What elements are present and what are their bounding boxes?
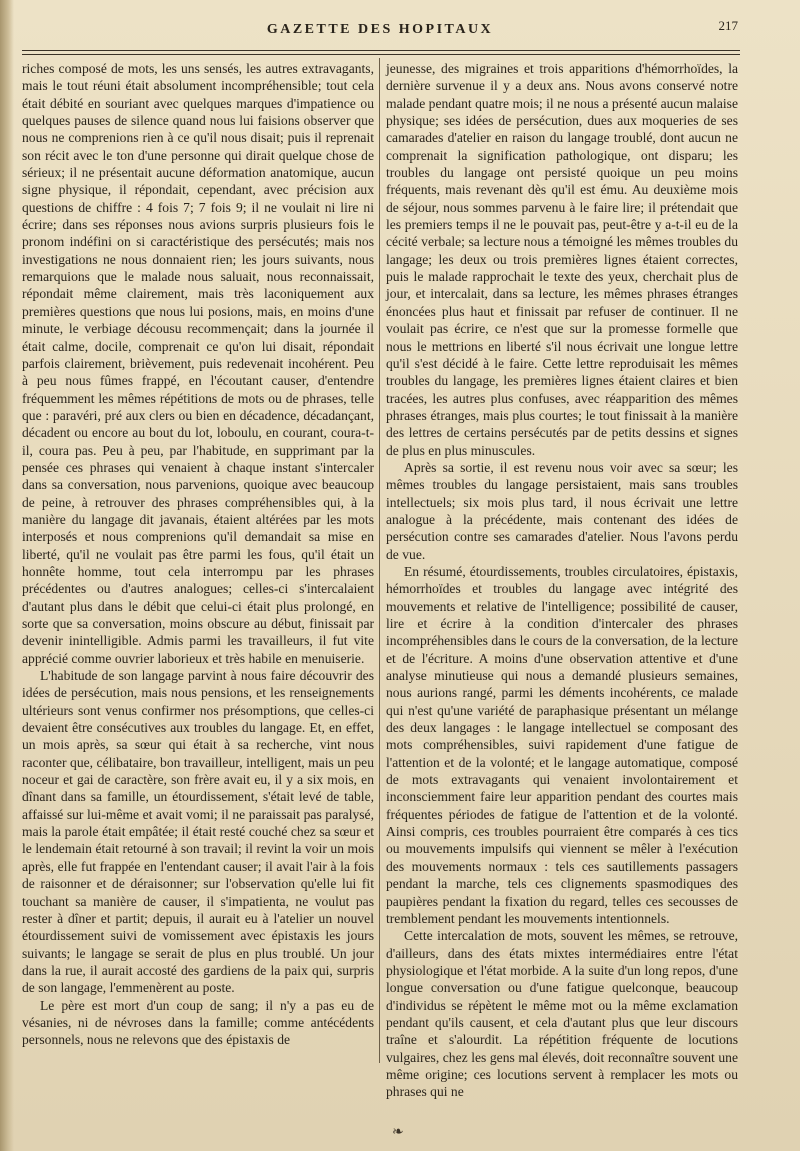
left-column: [22, 60, 374, 1070]
binding-shadow: [0, 0, 14, 1151]
right-paragraph-2: Après sa sortie, il est revenu nous voir avec sa sœur; les mêmes troubles du langage persistaient, mais sans troubles intellectuels; six mois plus tard, il nous écrivait une lettre analogue à la précédente, mais contenant des idées de persécution contre ses camarades d'atelier. Nous l'avons perdu de vue.: [386, 459, 738, 562]
left-paragraph-2: L'habitude de son langage parvint à nous faire découvrir des idées de persécution, mais nous pensions, et les renseignements ultérieurs sont venus confirmer nos présomptions, que celles-ci devaient être consécutives aux troubles du langage. Et, en effet, un mois après, sa sœur qui était à sa recherche, vint nous raconter que, célibataire, bon travailleur, intelligent, mais un peu noceur et gai de caractère, son frère avait eu, il y a six mois, en dînant dans sa famille, un étourdissement, s'était levé de table, affaissé sur lui-même et avait vomi; il ne paraissait pas paralysé, mais la parole était empâtée; il était resté couché chez sa sœur et le lendemain était retourné à son travail; il revint la voir un mois après, elle fut frappée en l'entendant causer; il avait l'air à la fois de raisonner et de déraisonner; sur l'observation qu'elle lui fit touchant sa manière de causer, il s'impatienta, ne voulut pas rester à dîner et partit; depuis, il aurait eu à l'atelier un nouvel étourdissement suivi de vomissement avec épistaxis les jours suivants; le langage se serait de plus en plus troublé. Un jour dans la rue, il aurait accosté des gardiens de la paix qui, surpris de son langage, l'emmenèrent au poste.: [22, 668, 374, 996]
column-divider: [379, 58, 380, 1063]
journal-title: GAZETTE DES HOPITAUX: [266, 22, 494, 37]
right-column: [386, 60, 738, 1100]
page-number: 217: [718, 18, 738, 33]
page-header: [22, 18, 738, 48]
left-paragraph-1: riches composé de mots, les uns sensés, les autres extravagants, mais le tout réuni était absolument incompréhensible; tout cela était débité en souriant avec quelques marques d'impatience ou quelques pauses de silence quand nous lui faisions observer que nous ne comprenions rien à ce qu'il nous disait; puis il reprenait son récit avec le ton d'une personne qui dirait quelque chose de sérieux; il ne présentait aucune déformation anatomique, aucun signe physique, il répondait, cependant, avec précision aux questions de chiffre : 4 fois 7; 7 fois 9; il ne voulait ni lire ni écrire; dans ses réponses nous avions surpris plusieurs fois le pronom indéfini on si caractéristique des persécutés; mais nos investigations ne nous donnaient rien; les jours suivants, nous remarquions que le malade nous saluait, nous reconnaissait, répondait même clairement, mais très laconiquement aux premières questions que nous lui posions, mais, en moins d'une minute, le verbiage décousu recommençait; dans la journée il était calme, docile, comprenait ce qu'on lui disait, répondait parfois clairement, brièvement, puis redevenait incohérent. Peu à peu nous fûmes frappé, en l'écoutant causer, d'entendre fréquemment les mêmes répétitions de mots ou de phrases, telle que : paravéri, pré aux clers ou bien en décadence, décadançant, décadent ou encore au bout du lot, loboulu, en courant, coura-t-il, coura pas. Peu à peu, par l'habitude, en supprimant par la pensée ces phrases qui venaient à chaque instant s'intercaler dans sa conversation, nous parvenions, quoique avec beaucoup de peine, à retrouver des phrases compréhensibles qui, à la manière du langage dit javanais, étaient altérées par les mots interposés et nous comprenions qu'il demandait sa mise en liberté, qu'il ne voulait pas être parmi les fous, qu'il était un honnête homme, tout cela interrompu par les phrases précédentes ou d'autres analogues; celles-ci s'intercalaient d'autant plus dans le débit que celui-ci était plus prolongé, en sorte que sa conversation, moins obscure au début, finissait par devenir inintelligible. Admis parmi les travailleurs, il fut vite apprécié comme ouvrier laborieux et très habile en menuiserie.: [22, 61, 374, 666]
right-paragraph-3: En résumé, étourdissements, troubles circulatoires, épistaxis, hémorrhoïdes et troubles du langage avec intégrité des mouvements et relative de l'intelligence; possibilité de causer, lire et écrire à la condition d'intercaler des phrases incompréhensibles dans le cours de la conversation, de la lecture et de l'écriture. A moins d'une observation attentive et d'une analyse minutieuse qui nous a demandé plusieurs semaines, nous aurions rangé, parmi les déments incohérents, ce malade qui n'est qu'une variété de paraphasique présentant un mélange des deux langages : le langage intellectuel se composant des mots compréhensibles, suivi rapidement d'une fatigue de l'attention et de la volonté; et le langage automatique, composé de mots extravagants qui venaient involontairement et inconsciemment faire leur apparition pendant des courtes mais fréquentes périodes de fatigue de l'attention et de la volonté. Ainsi compris, ces troubles pourraient être comparés à ces tics ou mouvements impulsifs qui viennent se mêler à l'exécution des mouvements normaux : tels ces sautillements passagers pendant la marche, tels ces clignements spasmodiques des paupières pendant la fixation du regard, telles ces secousses de tremblement pendant les mouvements intentionnels.: [386, 563, 738, 926]
left-paragraph-3: Le père est mort d'un coup de sang; il n'y a pas eu de vésanies, ni de névroses dans la famille; comme antécédents personnels, nous ne relevons que des épistaxis de: [22, 997, 374, 1048]
right-paragraph-4: Cette intercalation de mots, souvent les mêmes, se retrouve, d'ailleurs, dans des états mixtes intermédiaires entre l'état physiologique et l'état morbide. A la suite d'un long repos, d'une longue conversation ou d'une fatigue quelconque, beaucoup d'individus se répètent le même mot ou la même exclamation pendant qu'ils causent, et cela d'autant plus que leur discours traîne et s'alourdit. La répétition fréquente de locutions vulgaires, chez les gens mal élevés, doit reconnaître souvent une même origine; ces locutions servent à remplacer les mots ou phrases qui ne: [386, 928, 738, 1100]
header-rule-bottom: [22, 54, 740, 55]
header-rule-top: [22, 50, 740, 51]
right-paragraph-1: jeunesse, des migraines et trois apparitions d'hémorrhoïdes, la dernière survenue il y a deux ans. Nous avons conservé notre malade pendant quatre mois; il ne nous a présenté aucun malaise physique; ses idées de persécution, dues aux moqueries de ses camarades d'atelier en raison du langage troublé, dont aucun ne comprenait la signification pathologique, ont disparu; les troubles du langage ont persisté quoique un peu moins fréquents, mais revenant dès qu'il est ému. Au deuxième mois de séjour, nous sommes parvenu à le faire lire; il prétendait que les premiers temps il ne le pouvait pas, peut-être y a-t-il eu de la cécité verbale; sa lecture nous a témoigné les mêmes troubles du langage; les deux ou trois premières lignes étaient correctes, puis le malade rapprochait le texte des yeux, cherchait plus de jour, et intercalait, dans sa lecture, les mêmes phrases étranges énoncées plus haut et finissait par refuser de continuer. Il ne voulait pas écrire, ce n'est que sur la promesse formelle que nous le mettrions en liberté s'il nous écrivait une longue lettre qu'il s'est décidé à le faire. Cette lettre reproduisait les mêmes troubles du langage, les premières lignes étaient claires et bien tracées, les autres plus confuses, avec réapparition des mêmes phrases étranges, mais plus courtes; le tout finissait à la manière des lettres de certains persécutés par de petits dessins et signes de plus en plus minuscules.: [386, 61, 738, 458]
footer-ornament: ❧: [392, 1125, 404, 1140]
